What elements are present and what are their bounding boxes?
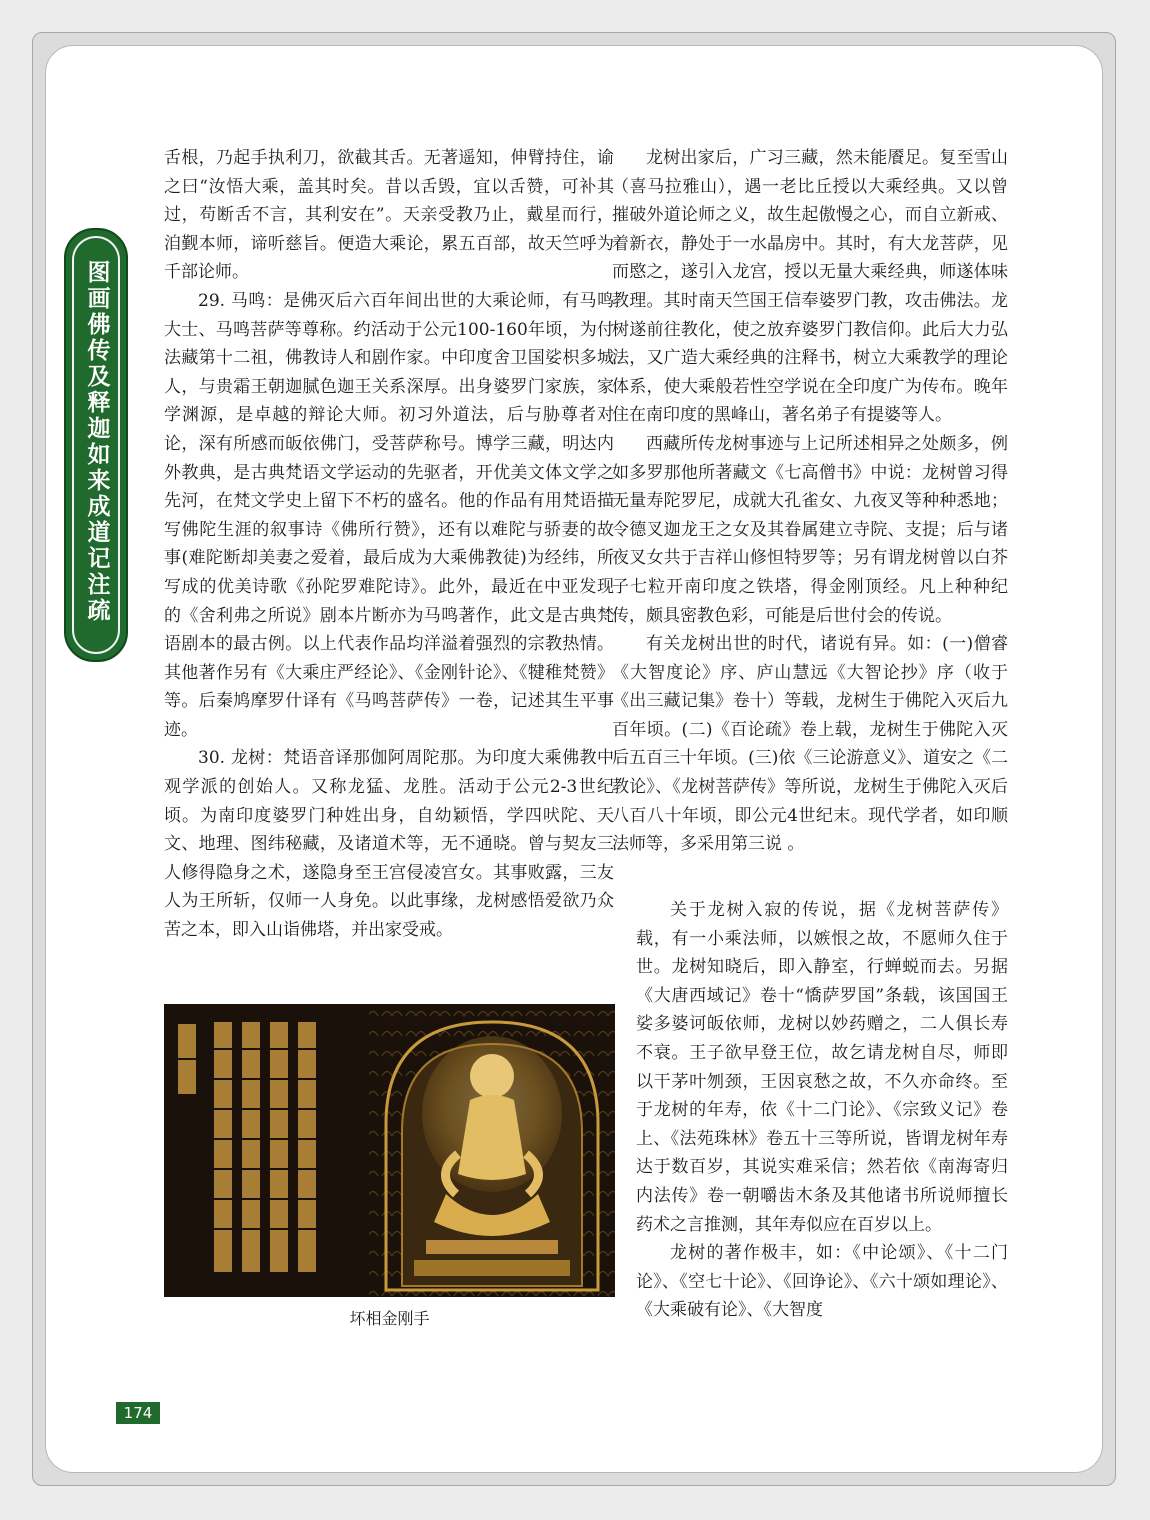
right-column-lower (636, 896, 1008, 1325)
right-paragraph: 有关龙树出世的时代，诸说有异。如：(一)僧睿《大智度论》序、庐山慧远《大智论抄》序（收于《出三藏记集》卷十）等载，龙树生于佛陀入灭后九百年顷。(二)《百论疏》卷上载，龙树生于佛陀入灭后五百三十年顷。(三)依《三论游意义》、道安之《二教论》、《龙树菩萨传》等所说，龙树生于佛陀入灭后八百八十年顷，即公元4世纪末。现代学者，如印顺法师等，多采用第三说 。 (612, 634, 1008, 855)
left-paragraph: 29. 马鸣：是佛灭后六百年间出世的大乘论师，有马鸣大士、马鸣菩萨等尊称。约活动于公元100-160年顷，为付法藏第十二祖，佛教诗人和剧作家。中印度舍卫国娑枳多城人，与贵霜王朝迦腻色迦王关系深厚。出身婆罗门家族，家学渊源，是卓越的辩论大师。初习外道法，后与胁尊者对论，深有所感而皈依佛门，受菩萨称号。博学三藏，明达内外教典，是古典梵语文学运动的先驱者，开优美文体文学之先河，在梵文学史上留下不朽的盛名。他的作品有用梵语描写佛陀生涯的叙事诗《佛所行赞》，还有以难陀与骄妻的故事(难陀断却美妻之爱着，最后成为大乘佛教徒)为经纬，所写成的优美诗歌《孙陀罗难陀诗》。此外，最近在中亚发现的《舍利弗之所说》剧本片断亦为马鸣著作，此文是古典梵语剧本的最古例。以上代表作品均洋溢着强烈的宗教热情。其他著作另有《大乘庄严经论》、《金刚针论》、《犍稚梵赞》等。后秦鸠摩罗什译有《马鸣菩萨传》一卷，记述其生平事迹。 (164, 290, 614, 740)
left-paragraph: 舌根，乃起手执利刀，欲截其舌。无著遥知，伸臂持住，谕之曰“汝悟大乘，盖其时矣。昔以舌毁，宜以舌赞，可补其过，苟断舌不言，其利安在”。天亲受教乃止，戴星而行，洎觐本师，谛听慈旨。便造大乘论，累五百部，故天竺呼为千部论师。 (164, 148, 614, 283)
page-number: 174 (116, 1402, 160, 1424)
left-column (164, 144, 614, 945)
figure-image (164, 1004, 615, 1297)
right-paragraph: 西藏所传龙树事迹与上记所述相异之处颇多，例如多罗那他所著藏文《七高僧书》中说：龙树曾习得无量寿陀罗尼，成就大孔雀女、九夜叉等种种悉地；令德叉迦龙王之女及其眷属建立寺院、支提；后与诸夜叉女共于吉祥山修怛特罗等；另有谓龙树曾以白芥子七粒开南印度之铁塔，得金刚顶经。凡上种种纪传，颇具密教色彩，可能是后世付会的传说。 (612, 433, 1008, 626)
vajrapani-illustration (164, 1004, 615, 1297)
sidebar-title-tab (64, 228, 128, 662)
right-paragraph: 龙树出家后，广习三藏，然未能餍足。复至雪山（喜马拉雅山），遇一老比丘授以大乘经典。又以曾摧破外道论师之义，故生起傲慢之心，而自立新戒、着新衣，静处于一水晶房中。其时，有大龙菩萨，见而愍之，遂引入龙宫，授以无量大乘经典，师遂体味教理。其时南天竺国王信奉婆罗门教，攻击佛法。龙树遂前往教化，使之放弃婆罗门教信仰。此后大力弘法，又广造大乘经典的注释书，树立大乘教学的理论体系，使大乘般若性空学说在全印度广为传布。晚年住在南印度的黑峰山，著名弟子有提婆等人。 (612, 148, 1008, 426)
sidebar-title: 图画佛传及释迦如来成道记注疏 (83, 260, 110, 624)
right-paragraph: 龙树的著作极丰，如：《中论颂》、《十二门论》、《空七十论》、《回诤论》、《六十颂如理论》、《大乘破有论》、《大智度 (636, 1243, 1008, 1321)
left-paragraph: 30. 龙树：梵语音译那伽阿周陀那。为印度大乘佛教中观学派的创始人。又称龙猛、龙胜。活动于公元2-3世纪顷。为南印度婆罗门种姓出身，自幼颖悟，学四吠陀、天文、地理、图纬秘藏，及诸道术等，无不通晓。曾与契友三人修得隐身之术，遂隐身至王宫侵凌宫女。其事败露，三友人为王所斩，仅师一人身免。以此事缘，龙树感悟爱欲乃众苦之本，即入山诣佛塔，并出家受戒。 (164, 748, 614, 941)
right-paragraph: 关于龙树入寂的传说，据《龙树菩萨传》载，有一小乘法师，以嫉恨之故，不愿师久住于世。龙树知晓后，即入静室，行蝉蜕而去。另据《大唐西域记》卷十“憍萨罗国”条载，该国国王娑多婆诃皈依师，龙树以妙药赠之，二人俱长寿不衰。王子欲早登王位，故乞请龙树自尽，师即以干茅叶刎颈，王因哀愁之故，不久亦命终。至于龙树的年寿，依《十二门论》、《宗致义记》卷上、《法苑珠林》卷五十三等所说，皆谓龙树年寿达于数百岁，其说实难采信；然若依《南海寄归内法传》卷一朝嚼齿木条及其他诸书所说师擅长药术之言推测，其年寿似应在百岁以上。 (636, 900, 1008, 1235)
right-column (612, 144, 1008, 859)
figure-caption: 坏相金刚手 (349, 1309, 430, 1328)
sidebar-tab-inner (72, 236, 120, 654)
